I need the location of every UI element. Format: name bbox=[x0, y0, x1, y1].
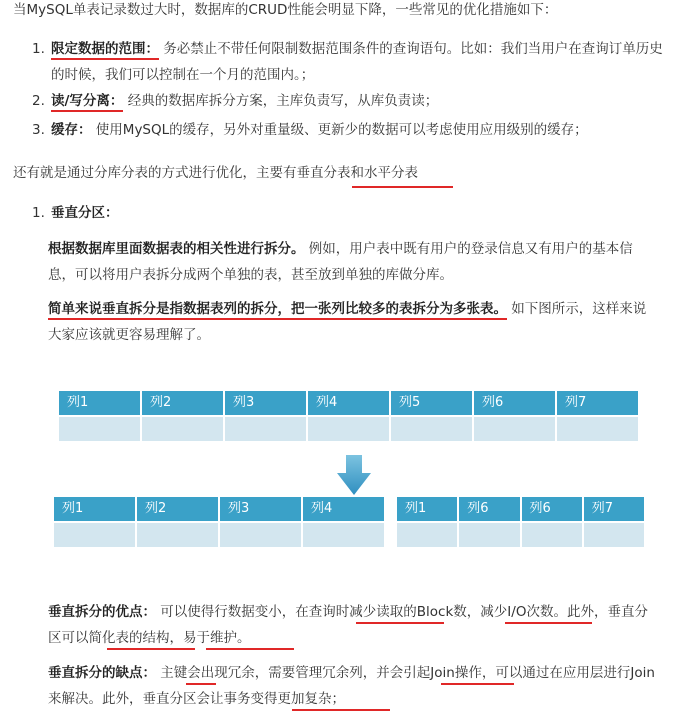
highlight-underline bbox=[292, 709, 390, 711]
list-item bbox=[32, 117, 663, 143]
column-header: 列1 bbox=[59, 391, 142, 415]
list-number: 3. bbox=[32, 122, 45, 138]
table-cell bbox=[225, 415, 308, 441]
column-header: 列3 bbox=[220, 497, 303, 521]
list-item-text: 使用MySQL的缓存，另外对重量级、更新少的数据可以考虑使用应用级别的缓存； bbox=[91, 122, 588, 138]
highlight-underline bbox=[352, 186, 453, 188]
column-header: 列1 bbox=[54, 497, 137, 521]
highlight-underline bbox=[107, 648, 195, 650]
table-cell bbox=[59, 415, 142, 441]
table-cell bbox=[137, 521, 220, 547]
list-item-text: 务必禁止不带任何限制数据范围条件的查询语句。比如：我们当用户在查询订单历史的时候，我们可以控制在一个月的范围内。； bbox=[51, 41, 663, 83]
highlight-underline bbox=[505, 622, 592, 624]
table-cell bbox=[142, 415, 225, 441]
table-cell bbox=[522, 521, 584, 547]
vertical-paragraph-2: 简单来说垂直拆分是指数据表列的拆分，把一张列比较多的表拆分为多张表。 如下图所示，这样来说大家应该就更容易理解了。 bbox=[48, 301, 647, 343]
partition-intro: 还有就是通过分库分表的方式进行优化，主要有垂直分表和水平分表 bbox=[13, 165, 418, 181]
split-table-left bbox=[54, 497, 384, 547]
column-header: 列7 bbox=[557, 391, 638, 415]
highlight-underline bbox=[356, 622, 444, 624]
column-header: 列6 bbox=[474, 391, 557, 415]
list-item bbox=[32, 88, 663, 114]
column-header: 列4 bbox=[308, 391, 391, 415]
arrow-down-icon bbox=[337, 455, 371, 495]
column-header: 列3 bbox=[225, 391, 308, 415]
column-header: 列5 bbox=[391, 391, 474, 415]
table-cell bbox=[584, 521, 644, 547]
original-table bbox=[59, 391, 638, 441]
list-item-title: 限定数据的范围： bbox=[51, 41, 159, 60]
table-cell bbox=[557, 415, 638, 441]
highlight-underline bbox=[206, 648, 294, 650]
list-item-title: 缓存： bbox=[51, 122, 92, 138]
column-header: 列7 bbox=[584, 497, 644, 521]
highlight-underline bbox=[441, 683, 514, 685]
table-cell bbox=[303, 521, 384, 547]
table-cell bbox=[459, 521, 521, 547]
list-item-title: 读/写分离： bbox=[51, 93, 123, 112]
column-header: 列2 bbox=[142, 391, 225, 415]
list-number: 1. bbox=[32, 205, 45, 221]
section-title: 垂直分区： bbox=[51, 205, 119, 221]
column-header: 列2 bbox=[137, 497, 220, 521]
table-cell bbox=[308, 415, 391, 441]
list-item-text: 经典的数据库拆分方案，主库负责写，从库负责读； bbox=[123, 93, 439, 109]
column-header: 列6 bbox=[459, 497, 521, 521]
column-header: 列1 bbox=[397, 497, 459, 521]
list-item bbox=[32, 200, 663, 226]
advantages-paragraph: 垂直拆分的优点： 可以使得行数据变小，在查询时减少读取的Block数，减少I/O次数。此外，垂直分区可以简化表的结构，易于维护。 bbox=[48, 604, 648, 646]
list-number: 2. bbox=[32, 93, 45, 109]
highlight-underline bbox=[186, 683, 216, 685]
intro-text: 当MySQL单表记录数过大时，数据库的CRUD性能会明显下降，一些常见的优化措施如下： bbox=[13, 2, 558, 18]
vertical-paragraph-1: 根据数据库里面数据表的相关性进行拆分。 例如，用户表中既有用户的登录信息又有用户的基本信息，可以将用户表拆分成两个单独的表，甚至放到单独的库做分库。 bbox=[48, 241, 633, 283]
column-header: 列4 bbox=[303, 497, 384, 521]
table-cell bbox=[54, 521, 137, 547]
split-table-right bbox=[397, 497, 644, 547]
table-cell bbox=[397, 521, 459, 547]
column-header: 列6 bbox=[522, 497, 584, 521]
list-number: 1. bbox=[32, 41, 45, 57]
table-cell bbox=[474, 415, 557, 441]
list-item bbox=[32, 36, 663, 88]
table-cell bbox=[391, 415, 474, 441]
disadvantages-paragraph: 垂直拆分的缺点： 主键会出现冗余，需要管理冗余列，并会引起Join操作，可以通过在应用层进行Join来解决。此外，垂直分区会让事务变得更加复杂； bbox=[48, 665, 655, 707]
table-cell bbox=[220, 521, 303, 547]
